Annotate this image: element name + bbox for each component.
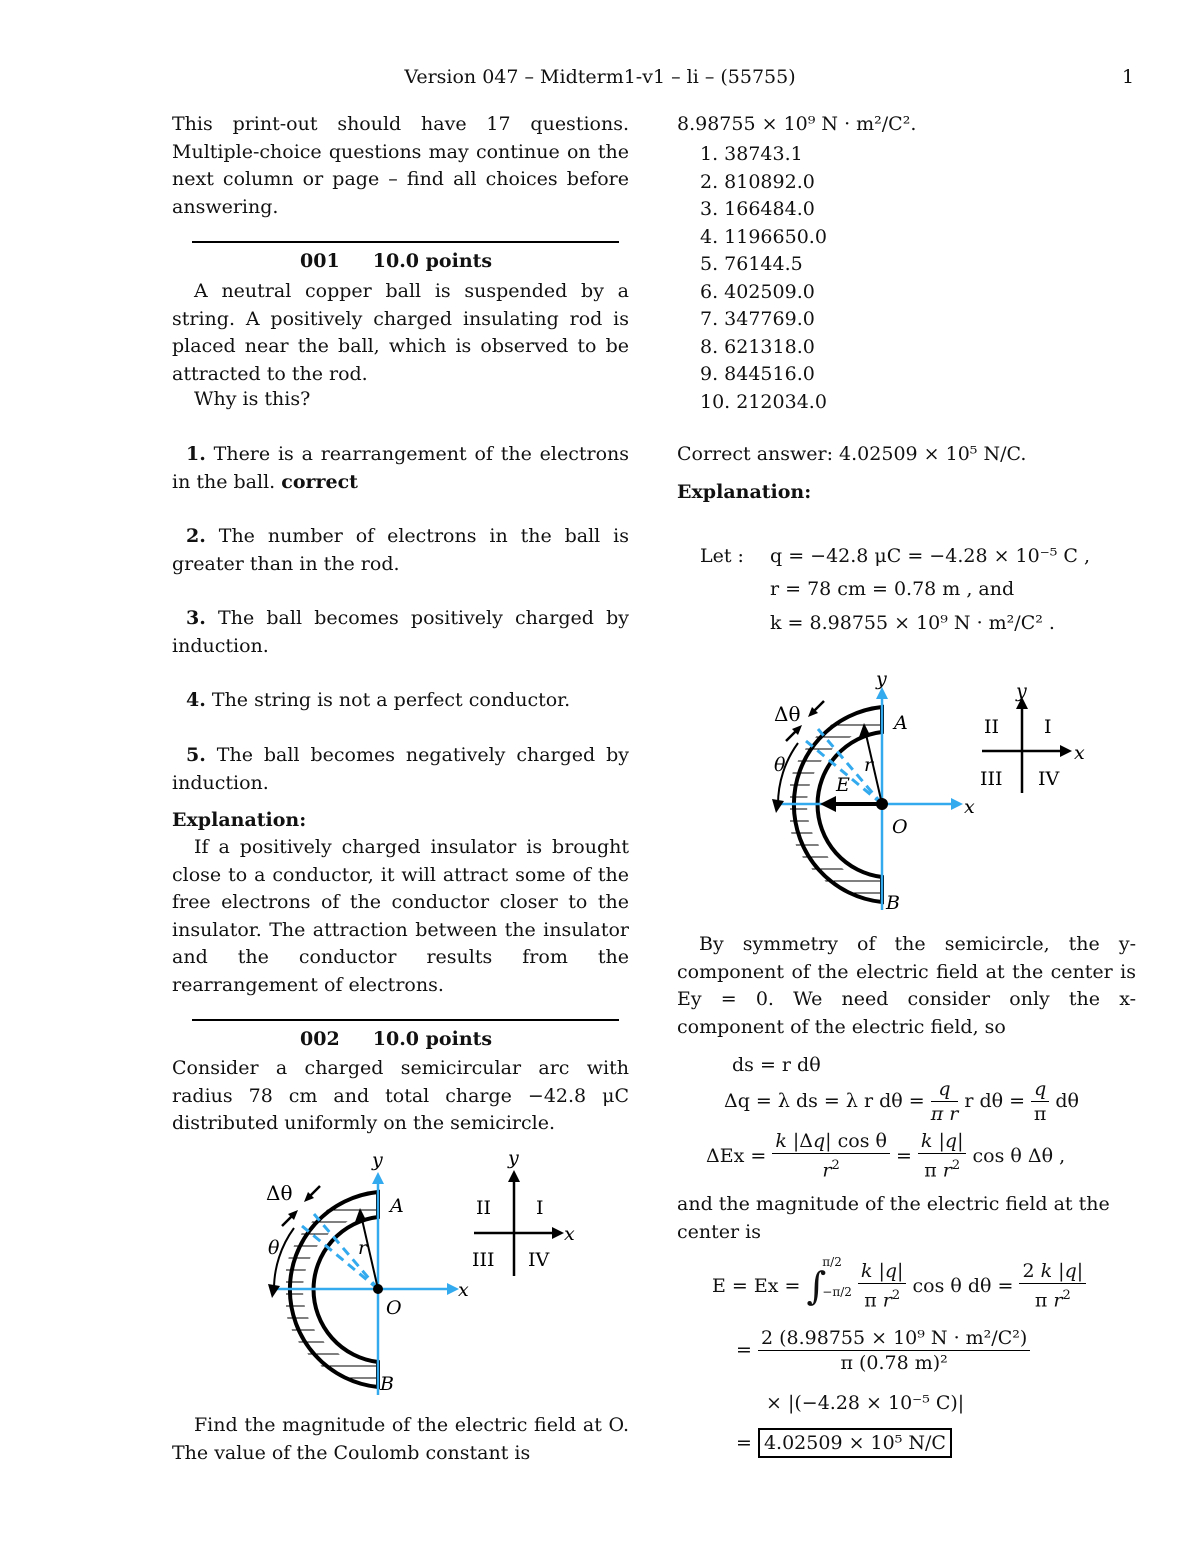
- fraction: $\frac{\text{k |Δq| cos θ}}{r^2}$: [772, 1129, 890, 1182]
- point-a-label: A: [390, 1195, 404, 1217]
- integral-limits: π/2 −π/2: [822, 1255, 852, 1299]
- coulomb-constant: 8.98755 × 10⁹ N · m²/C².: [677, 113, 917, 135]
- question-1-header: [300, 250, 492, 272]
- answer-option[interactable]: 5. 76144.5: [700, 253, 803, 275]
- choice-4-text: The string is not a perfect conductor.: [211, 689, 571, 711]
- e-field-label: E: [836, 774, 850, 796]
- x-axis-label: x: [964, 796, 975, 818]
- question-2-find: Find the magnitude of the electric field at O. The value of the Coulomb constant is: [172, 1414, 629, 1464]
- choice-5-text: The ball becomes negatively charged by induction.: [172, 744, 630, 794]
- question-2-number: 002: [300, 1028, 340, 1050]
- fraction: $\frac{k |q|}{\pi r^2}$: [858, 1259, 907, 1312]
- choice-1-text: There is a rearrangement of the electrons in the ball.: [172, 443, 629, 493]
- fraction: $\frac{q}{\text{π r}}$: [930, 1077, 959, 1125]
- theta-label: θ: [268, 1237, 280, 1259]
- final-answer-box: 4.02509 × 10⁵ N/C: [758, 1428, 952, 1458]
- choice-2-number: 2.: [186, 525, 206, 547]
- choice-3[interactable]: [172, 605, 629, 660]
- delta-theta-label: Δθ: [266, 1181, 293, 1205]
- question-2-points: 10.0 points: [372, 1028, 493, 1050]
- answer-option[interactable]: 7. 347769.0: [700, 308, 815, 330]
- explanation-2-label: Explanation:: [677, 481, 812, 503]
- origin-label: O: [892, 816, 908, 838]
- fraction: [758, 1326, 1030, 1375]
- equation-dq-mid: r dθ =: [964, 1090, 1026, 1112]
- equation-delta-e: ΔEx = $\frac{\text{k |Δq| cos θ}}{r^2}$ = $\frac{k |q|}{\pi r^2}$ cos θ Δθ ,: [706, 1130, 1066, 1182]
- symmetry-text: By symmetry of the semicircle, the y-component of the electric field at the center is Ey = 0. We need consider only the x-component of the electric field, so: [677, 933, 1136, 1038]
- key-y-label: y: [1016, 680, 1027, 702]
- choice-5[interactable]: [172, 742, 629, 797]
- quadrant-i-label: I: [536, 1197, 544, 1219]
- x-axis-label: x: [458, 1279, 469, 1301]
- answer-options-list: [700, 141, 1159, 416]
- quadrant-iv-label: IV: [1038, 768, 1060, 790]
- semicircle-field-diagram: [760, 665, 1100, 915]
- y-axis-label: y: [876, 668, 887, 690]
- question-2-header: [300, 1028, 492, 1050]
- let-q: q = −42.8 μC = −4.28 × 10⁻⁵ C ,: [770, 545, 1091, 567]
- choice-3-number: 3.: [186, 607, 206, 629]
- question-1-prompt: Why is this?: [194, 388, 311, 410]
- choice-2[interactable]: [172, 523, 629, 578]
- equation-dq-lhs: Δq = λ ds = λ r dθ =: [724, 1090, 925, 1112]
- quadrant-iii-label: III: [980, 768, 1003, 790]
- point-b-label: B: [886, 892, 900, 914]
- answer-option[interactable]: 9. 844516.0: [700, 363, 815, 385]
- equation-times: × |(−4.28 × 10⁻⁵ C)|: [766, 1392, 965, 1414]
- let-r: r = 78 cm = 0.78 m , and: [770, 578, 1015, 600]
- theta-label: θ: [774, 754, 786, 776]
- equation-e-integral: [712, 1256, 1086, 1316]
- answer-option[interactable]: 8. 621318.0: [700, 335, 815, 358]
- origin-label: O: [386, 1297, 402, 1319]
- page-number: 1: [1122, 66, 1135, 88]
- equation-e-mid: cos θ dθ =: [912, 1275, 1014, 1297]
- quadrant-ii-label: II: [476, 1197, 492, 1219]
- equation-dq: [724, 1076, 1079, 1126]
- fraction: $\frac{q}{\pi}$: [1031, 1077, 1049, 1126]
- equation-final: = 4.02509 × 10⁵ N/C: [736, 1428, 952, 1458]
- let-k: k = 8.98755 × 10⁹ N · m²/C² .: [770, 612, 1055, 634]
- choice-2-text: The number of electrons in the ball is greater than in the rod.: [172, 525, 629, 575]
- page-header: Version 047 – Midterm1-v1 – li – (55755): [404, 66, 796, 88]
- radius-label: r: [864, 754, 874, 776]
- answer-option[interactable]: 3. 166484.0: [700, 198, 815, 220]
- answer-option[interactable]: 2. 810892.0: [700, 170, 815, 193]
- equation-numerator: 2 (8.98755 × 10⁹ N · m²/C²): [758, 1326, 1030, 1351]
- question-divider: [192, 241, 619, 243]
- explanation-1-label: Explanation:: [172, 809, 307, 831]
- radius-label: r: [358, 1237, 368, 1259]
- intro-text: This print-out should have 17 questions. Multiple-choice questions may continue on the next column or page – find all choices before answering.: [172, 113, 629, 218]
- answer-option[interactable]: 4. 1196650.0: [700, 225, 827, 248]
- choice-4-number: 4.: [186, 689, 206, 711]
- choice-1-number: 1.: [186, 443, 206, 465]
- y-axis-label: y: [372, 1150, 383, 1171]
- answer-option[interactable]: 10. 212034.0: [700, 390, 827, 413]
- question-2-text: Consider a charged semicircular arc with radius 78 cm and total charge −42.8 μC distributed uniformly on the semicircle.: [172, 1057, 629, 1134]
- point-a-label: A: [894, 712, 908, 734]
- equation-substitution: = $\frac{\text{2 (8.98755 × 10⁹ N · m²/C²)}}{\text{π (0.78 m)²}}$: [736, 1322, 1030, 1378]
- key-y-label: y: [508, 1150, 519, 1169]
- point-b-label: B: [380, 1373, 394, 1395]
- correct-mark: correct: [281, 470, 358, 493]
- question-1-text: A neutral copper ball is suspended by a string. A positively charged insulating rod is placed near the ball, which is observed to be attracted to the rod.: [172, 280, 629, 385]
- equation-de-end: cos θ Δθ ,: [972, 1145, 1066, 1167]
- integral-sign: ∫: [806, 1264, 827, 1308]
- answer-option[interactable]: 6. 402509.0: [700, 280, 815, 303]
- fraction: $\frac{2 k |q|}{\pi r^2}$: [1019, 1259, 1086, 1312]
- choice-3-text: The ball becomes positively charged by induction.: [172, 607, 629, 657]
- choice-4[interactable]: [172, 687, 629, 715]
- question-1-points: 10.0 points: [372, 250, 493, 272]
- key-x-label: x: [1074, 742, 1085, 764]
- choice-5-number: 5.: [186, 744, 206, 766]
- equation-ds: ds = r dθ: [732, 1054, 821, 1076]
- delta-theta-label: Δθ: [774, 702, 801, 726]
- correct-answer: Correct answer: 4.02509 × 10⁵ N/C.: [677, 443, 1027, 465]
- equation-e-lhs: E = Ex =: [712, 1275, 801, 1297]
- quadrant-i-label: I: [1044, 716, 1052, 738]
- let-label: Let :: [700, 545, 744, 567]
- question-1-number: 001: [300, 250, 340, 272]
- explanation-1-text: If a positively charged insulator is brought close to a conductor, it will attract some of the free electrons of the conductor closer to the insulator. The attraction between the insulator and the conductor results from the rearrangement of electrons.: [172, 836, 629, 996]
- key-x-label: x: [564, 1223, 575, 1245]
- quadrant-iv-label: IV: [528, 1249, 550, 1271]
- equation-denominator: π (0.78 m)²: [840, 1351, 948, 1374]
- question-divider: [192, 1019, 619, 1021]
- magnitude-text: and the magnitude of the electric field at the center is: [677, 1193, 1110, 1243]
- equation-de-lhs: ΔEx =: [706, 1145, 767, 1167]
- fraction: $\frac{k |q|}{\pi r^2}$: [918, 1129, 967, 1182]
- choice-1[interactable]: [172, 441, 629, 496]
- semicircle-diagram: [256, 1150, 596, 1400]
- answer-option[interactable]: 1. 38743.1: [700, 143, 803, 165]
- quadrant-iii-label: III: [472, 1249, 495, 1271]
- equation-dq-end: dθ: [1055, 1090, 1079, 1112]
- quadrant-ii-label: II: [984, 716, 1000, 738]
